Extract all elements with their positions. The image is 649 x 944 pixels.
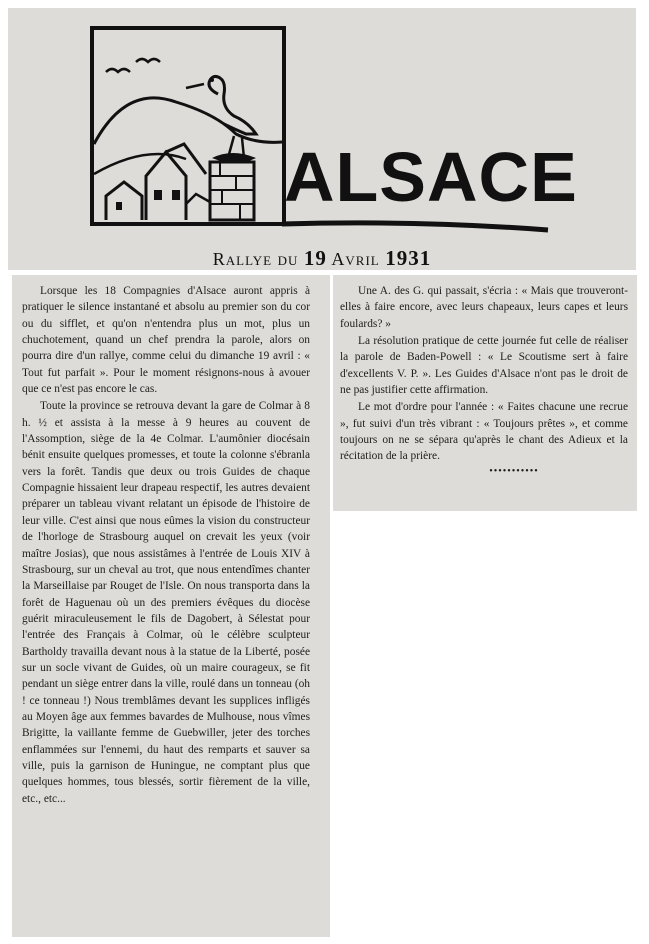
end-ornament: ••••••••••• <box>489 465 539 477</box>
paragraph: Une A. des G. qui passait, s'écria : « Mais que trouveront-elles à faire encore, avec leurs chapeaux, leurs capes et leurs foulards? » <box>340 285 628 330</box>
alsace-logo <box>86 24 578 244</box>
logo-title: ALSACE <box>284 138 578 216</box>
paragraph: Lorsque les 18 Compagnies d'Alsace auront appris à pratiquer le silence instantané et absolu au premier son du cor ou du sifflet, et qu'on n'entendra plus un mot, plus un chuchotement, quand un chef prendra la parole, alors on pourra dire d'un rallye, comme celui du dimanche 19 avril : « Tout fut parfait ». Pour le moment résignons-nous à avouer que ce n'est pas encore le cas. <box>22 285 310 396</box>
subtitle-year: 1931 <box>385 246 432 270</box>
left-column <box>22 283 310 808</box>
subtitle-prefix: Rallye du <box>212 249 299 269</box>
paragraph: Toute la province se retrouva devant la gare de Colmar à 8 h. ½ et assista à la messe à 9 heures au couvent de l'Assomption, siège de la 4e Colmar. L'aumônier diocésain bénit ensuite quelques promesses, et toute la colonne s'ébranla vers la forêt. Tandis que deux ou trois Guides de chaque Compagnie hissaient leur drapeau respectif, les autres devaient préparer un tableau vivant relatant un épisode de l'histoire de leur ville. C'est ainsi que nous eûmes la vision du constructeur de l'horloge de Strasbourg auquel on crevait les yeux (voir maître Josias), que nous assistâmes à l'entrée de Louis XIV à Strasbourg, sur un cheval au trot, que nous entendîmes chanter la Marseillaise par Rouget de l'Isle. On nous transporta dans la forêt de Haguenau où un des premiers évêques du diocèse guérit miraculeusement le fils de Dagobert, à Sélestat pour l'entrée des Français à Colmar, où le célèbre sculpteur Bartholdy travailla devant nous à la statue de la Liberté, posée sur un socle vivant de Guides, où un maire courageux, se fit pendant un siège entrer dans la ville, roulé dans un tonneau (oh ! ce tonneau !) Nous tremblâmes devant les supplices infligés au Moyen âge aux femmes bavardes de Mulhouse, nous vîmes Brigitte, la vaillante femme de Guebwiller, jeter des torches enflammées sur l'ennemi, du haut des remparts et sauver sa ville, puis la garnison de Huningue, ne comptant plus que quelques hommes, tous blessés, sortir fièrement de la ville, etc., etc... <box>22 400 310 805</box>
rally-subtitle <box>8 246 636 271</box>
paragraph: La résolution pratique de cette journée fut celle de réaliser la parole de Baden-Powell : « Le Scoutisme sert à faire d'excellents V. P. ». Les Guides d'Alsace n'ont pas le droit de ne pas justifier cette affirmation. <box>340 335 628 397</box>
right-column <box>340 283 628 478</box>
header-section <box>8 8 636 270</box>
paragraph: Le mot d'ordre pour l'année : « Faites chacune une recrue », fut suivi d'un très vibrant : « Toujours prêtes », et comme toujours on ne se sépara qu'après le chant des Adieux et la récitation de la prière. <box>340 401 628 463</box>
subtitle-day: 19 <box>303 246 327 270</box>
subtitle-month: Avril <box>331 249 380 269</box>
